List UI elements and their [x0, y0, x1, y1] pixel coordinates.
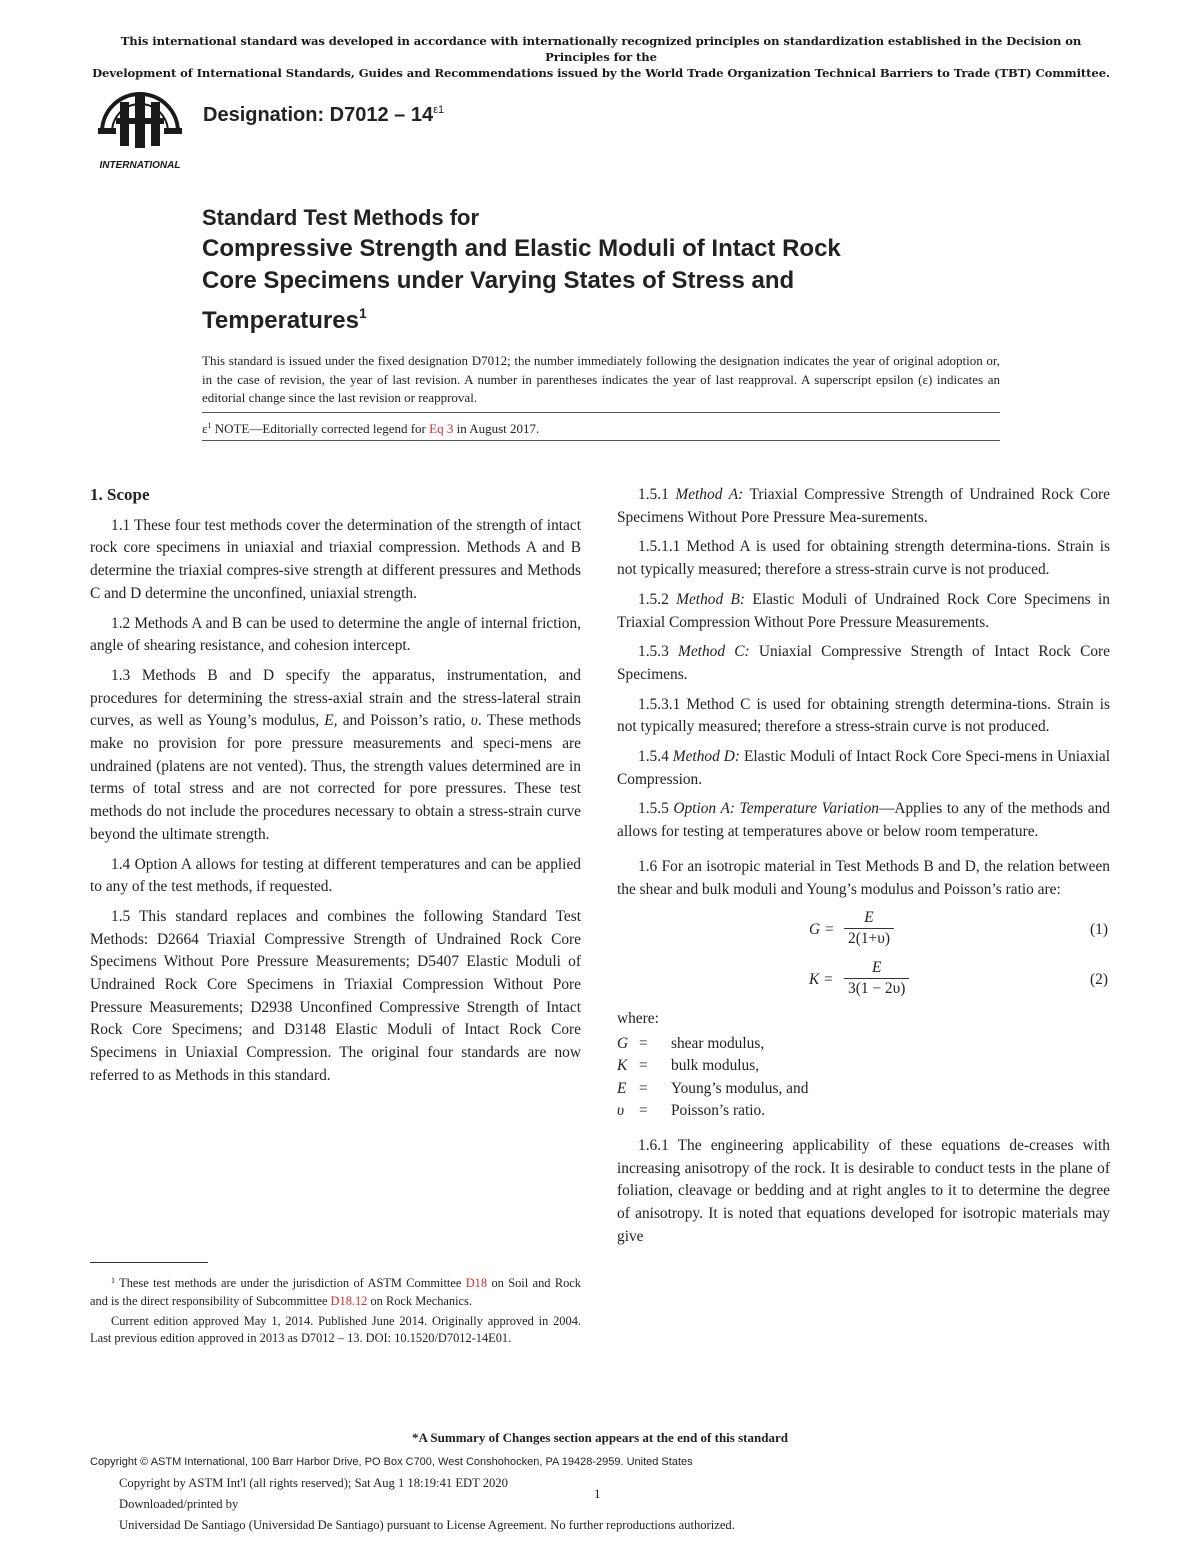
section-heading-scope: 1. Scope [90, 485, 150, 504]
astm-logo [90, 84, 190, 172]
p13-b: , and Poisson’s ratio, [333, 712, 471, 730]
eq1-numerator: E [864, 909, 874, 927]
footnote-1 [90, 1272, 581, 1311]
paragraph-1-2: 1.2 Methods A and B can be used to determine the angle of internal friction, angle of shearing resistance, and cohesion intercept. [90, 614, 581, 655]
d18-link[interactable]: D18 [465, 1276, 488, 1290]
summary-of-changes-note: *A Summary of Changes section appears at the end of this standard [412, 1430, 788, 1445]
p151-num: 1.5.1 [638, 486, 676, 503]
p13-E: E [324, 712, 334, 730]
p13-nu: υ [470, 712, 478, 730]
divider [202, 440, 1000, 441]
where-item [617, 1033, 1110, 1056]
title-line-2: Compressive Strength and Elastic Moduli of Intact Rock [202, 235, 841, 262]
issued-statement: This standard is issued under the fixed designation D7012; the number immediately following the designation indicates the year of original adoption or, in the case of revision, the year of last revision. A number in parentheses indicates the year of last reapproval. A superscript epsilon (ε) indicates an editorial change since the last revision or reapproval. [202, 353, 1000, 405]
eq2-lhs: K = [809, 971, 834, 989]
p154-text: Elastic Moduli of Intact Rock Core Speci-mens in Uniaxial Compression. [617, 748, 1110, 788]
paragraph-1-6: 1.6 For an isotropic material in Test Methods B and D, the relation between the shear and bulk moduli and Young’s modulus and Poisson’s ratio are: [617, 857, 1110, 898]
eq3-link[interactable]: Eq 3 [429, 421, 454, 436]
footnote-edition: Current edition approved May 1, 2014. Published June 2014. Originally approved in 2004. Last previous edition approved in 2013 as D7012 – 13. DOI: 10.1520/D7012-14E01. [90, 1313, 581, 1346]
paragraph-1-5-2 [617, 589, 1110, 634]
footnote-rule [90, 1262, 208, 1263]
eq1-number: (1) [1090, 921, 1108, 939]
p154-italic: Method D: [672, 748, 740, 766]
where-desc: Young’s modulus, and [671, 1079, 809, 1097]
d18-12-link[interactable]: D18.12 [330, 1293, 368, 1308]
copyright-line: Copyright © ASTM International, 100 Barr Harbor Drive, PO Box C700, West Conshohocken, PA 19428-2959. United States [90, 1456, 693, 1468]
where-item [617, 1100, 1110, 1123]
eq1-fraction [844, 908, 894, 949]
p152-italic: Method B: [676, 590, 746, 608]
paragraph-1-5-3-1: 1.5.3.1 Method C is used for obtaining strength determina-tions. Strain is not typically measured; therefore a stress-strain curve is not produced. [617, 695, 1110, 736]
designation-label: Designation: D7012 – 14 [203, 104, 434, 126]
p153-text: Uniaxial Compressive Strength of Intact Rock Core Specimens. [617, 643, 1110, 683]
eq2-denominator: 3(1 − 2υ) [844, 978, 909, 999]
p155-italic: Option A: Temperature Variation [673, 800, 879, 818]
note-prefix: NOTE—Editorially corrected legend for [211, 421, 430, 436]
title-line-3: Core Specimens under Varying States of Stress and [202, 267, 795, 294]
paragraph-1-5-4 [617, 746, 1110, 791]
paragraph-1-1: 1.1 These four test methods cover the determination of the strength of intact rock core specimens in uniaxial and triaxial compression. Methods A and B determine the triaxial compres-sive strength at different pressures and Methods C and D determine the unconfined, uniaxial strength. [90, 516, 581, 602]
equation-1 [617, 908, 1110, 952]
logo-wordmark: INTERNATIONAL [99, 160, 181, 171]
p151-text: Triaxial Compressive Strength of Undrained Rock Core Specimens Without Pore Pressure Mea-surements. [617, 486, 1110, 526]
where-desc: bulk modulus, [671, 1057, 760, 1075]
note-suffix: in August 2017. [453, 421, 540, 436]
paragraph-1-3 [90, 665, 581, 847]
p151-italic: Method A: [675, 486, 744, 503]
eq1-lhs: G = [809, 921, 835, 939]
paragraph-1-5-1-1: 1.5.1.1 Method A is used for obtaining strength determina-tions. Strain is not typically measured; therefore a stress-strain curve is not produced. [617, 538, 1110, 579]
where-symbol: υ [617, 1102, 625, 1120]
where-label: where: [617, 1010, 659, 1028]
title-line-4 [202, 297, 1062, 337]
p153-italic: Method C: [678, 643, 750, 661]
right-column [617, 484, 1110, 1255]
eq2-number: (2) [1090, 971, 1108, 989]
p153-num: 1.5.3 [638, 643, 679, 661]
where-equals: = [639, 1034, 648, 1052]
designation [203, 104, 444, 127]
note-epsilon: ε [202, 421, 208, 436]
eq1-denominator: 2(1+υ) [844, 928, 894, 949]
fn-c: on Rock Mechanics. [367, 1293, 472, 1308]
where-list [617, 1033, 1110, 1123]
where-equals: = [639, 1079, 648, 1097]
eq2-numerator: E [871, 959, 882, 977]
p155-num: 1.5.5 [638, 800, 674, 818]
title-footnote-mark: 1 [358, 305, 367, 321]
where-desc: shear modulus, [671, 1034, 765, 1052]
where-symbol: E [617, 1079, 627, 1097]
left-column [90, 484, 581, 1095]
where-desc: Poisson’s ratio. [671, 1102, 766, 1120]
wto-notice-line-1: This international standard was developed in accordance with internationally recognized principles on standardization established in the Decision on Principles for the [120, 34, 1082, 64]
title-line-1: Standard Test Methods for [202, 205, 480, 230]
astm-logo-mark-icon [90, 84, 190, 172]
where-item [617, 1078, 1110, 1101]
paragraph-1-5-3 [617, 641, 1110, 686]
paragraph-1-5: 1.5 This standard replaces and combines the following Standard Test Methods: D2664 Triaxial Compressive Strength of Undrained Rock Core Specimens Without Pore Pressure Measurements; D5407 Elastic Moduli of Undrained Rock Core Specimens in Triaxial Compression Without Pore Pressure Measurements; D2938 Unconfined Compressive Strength of Intact Rock Core Specimens; and D3148 Elastic Moduli of Intact Rock Core Specimens in Uniaxial Compression. The original four standards are now referred to as Methods in this standard. [90, 907, 581, 1084]
where-equals: = [639, 1102, 648, 1120]
editorial-note [202, 421, 539, 437]
paragraph-1-4: 1.4 Option A allows for testing at different temperatures and can be applied to any of the test methods, if requested. [90, 855, 581, 896]
eq2-fraction [844, 958, 909, 999]
paragraph-1-6-1: 1.6.1 The engineering applicability of these equations de-creases with increasing anisotropy of the rock. It is desirable to conduct tests in the plane of foliation, cleavage or bedding and at right angles to it to determine the degree of anisotropy. It is noted that equations developed for isotropic materials may give [617, 1136, 1110, 1245]
p155-text: —Applies to any of the methods and allows for testing at temperatures above or below room temperature. [617, 800, 1110, 841]
note-epsilon-sup: 1 [207, 421, 212, 430]
wto-notice [90, 33, 1112, 81]
fn-b: on Soil and Rock and is the direct responsibility of Subcommittee [90, 1276, 581, 1308]
download-line-2: Downloaded/printed by [119, 1497, 239, 1511]
wto-notice-line-2: Development of International Standards, Guides and Recommendations issued by the World Trade Organization Technical Barriers to Trade (TBT) Committee. [92, 66, 1110, 80]
footnote [90, 1272, 581, 1350]
where-item [617, 1055, 1110, 1078]
download-line-3: Universidad De Santiago (Universidad De Santiago) pursuant to License Agreement. No further reproductions authorized. [119, 1518, 735, 1532]
title-line-4-text: Temperatures [202, 307, 359, 334]
p13-c: . These methods make no provision for pore pressure measurements and speci-mens are undrained (platens are not vented). Thus, the strength values determined are in terms of total stress and are not corrected for pore pressures. These test methods do not include the procedures necessary to obtain a stress-strain curve beyond the ultimate strength. [90, 712, 581, 843]
page-number: 1 [594, 1486, 601, 1501]
divider [202, 412, 1000, 413]
paragraph-1-5-1 [617, 484, 1110, 529]
p152-num: 1.5.2 [638, 590, 677, 608]
where-symbol: K [617, 1057, 628, 1075]
fn-a: These test methods are under the jurisdiction of ASTM Committee [115, 1276, 466, 1290]
where-equals: = [639, 1057, 648, 1075]
p154-num: 1.5.4 [638, 748, 673, 766]
download-line-1: Copyright by ASTM Int'l (all rights reserved); Sat Aug 1 18:19:41 EDT 2020 [119, 1476, 508, 1490]
p13-a: 1.3 Methods B and D specify the apparatus, instrumentation, and procedures for determining the stress-axial strain and the stress-lateral strain curves, as well as Young’s modulus, [90, 666, 581, 730]
document-title [202, 203, 1062, 337]
footnote-mark: 1 [111, 1276, 115, 1285]
paragraph-1-5-5 [617, 798, 1110, 843]
p152-text: Elastic Moduli of Undrained Rock Core Specimens in Triaxial Compression Without Pore Pressure Measurements. [617, 590, 1110, 631]
designation-epsilon: ε1 [433, 104, 445, 116]
where-symbol: G [617, 1034, 629, 1052]
equation-2 [617, 958, 1110, 1002]
